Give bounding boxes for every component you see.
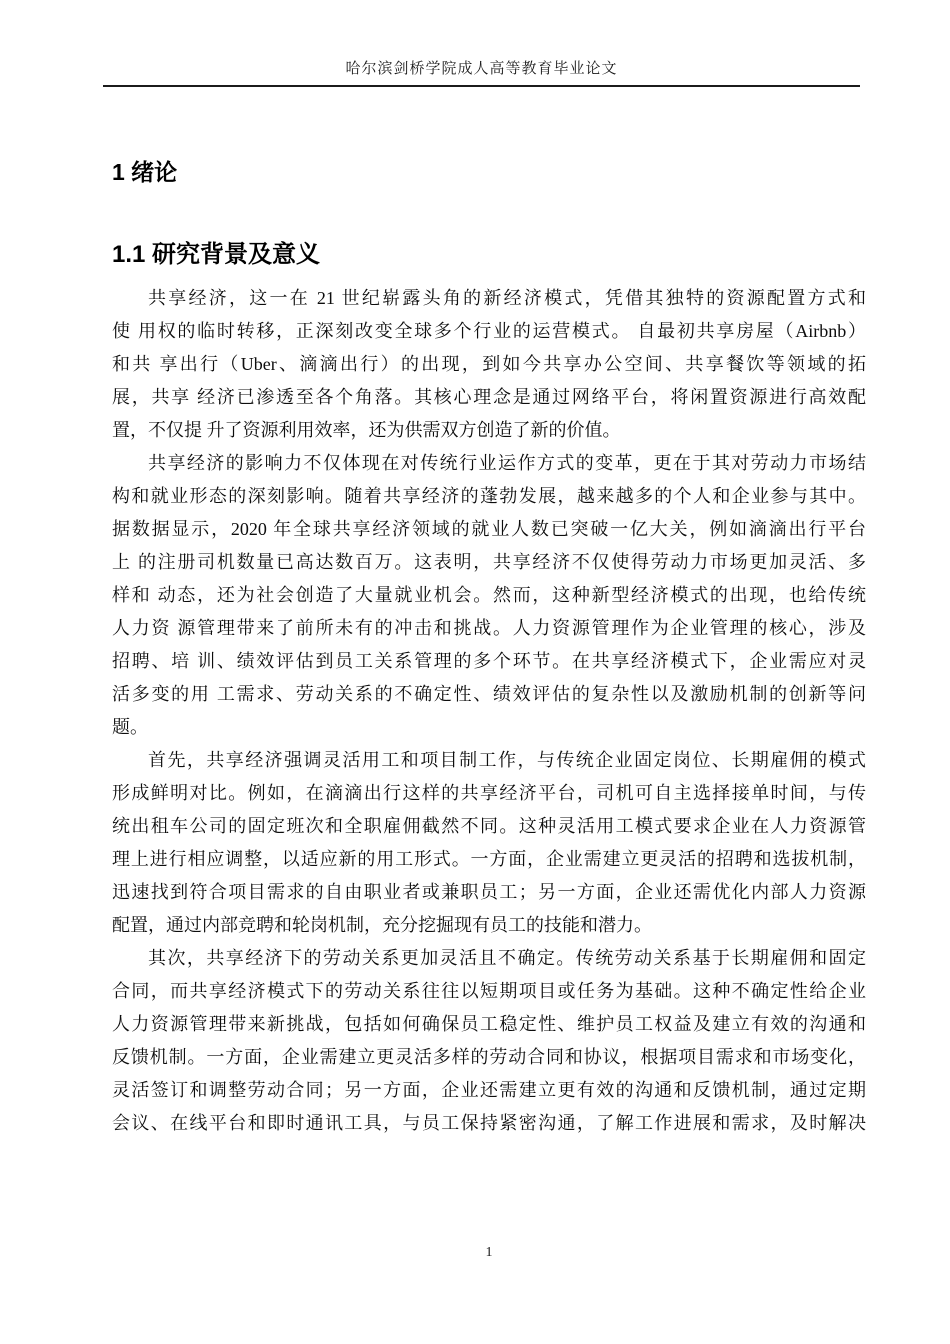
body-line: 招聘、培 训、绩效评估到员工关系管理的多个环节。在共享经济模式下，企业需应对灵: [112, 651, 866, 671]
page-header: [103, 58, 860, 87]
body-line: 和共 享出行（Uber、滴滴出行）的出现，到如今共享办公空间、共享餐饮等领域的拓: [112, 354, 866, 374]
body-line: 灵活签订和调整劳动合同；另一方面，企业还需建立更有效的沟通和反馈机制，通过定期: [112, 1080, 866, 1100]
paragraph: [112, 942, 866, 1140]
body-line: 据数据显示，2020 年全球共享经济领域的就业人数已突破一亿大关，例如滴滴出行平台: [112, 519, 866, 539]
body-line: 人力资 源管理带来了前所未有的冲击和挑战。人力资源管理作为企业管理的核心，涉及: [112, 618, 866, 638]
body-line: 迅速找到符合项目需求的自由职业者或兼职员工；另一方面，企业还需优化内部人力资源: [112, 882, 866, 902]
body-line: 统出租车公司的固定班次和全职雇佣截然不同。这种灵活用工模式要求企业在人力资源管: [112, 816, 866, 836]
body-line: 形成鲜明对比。例如，在滴滴出行这样的共享经济平台，司机可自主选择接单时间，与传: [112, 783, 866, 803]
body-line: 题。: [112, 717, 148, 737]
paragraph: [112, 282, 866, 447]
body-line: 上 的注册司机数量已高达数百万。这表明，共享经济不仅使得劳动力市场更加灵活、多: [112, 552, 866, 572]
body-line: 共享经济，这一在 21 世纪崭露头角的新经济模式，凭借其独特的资源配置方式和: [148, 288, 866, 308]
body-line: 展，共享 经济已渗透至各个角落。其核心理念是通过网络平台，将闲置资源进行高效配: [112, 387, 866, 407]
page-footer: [112, 1243, 866, 1263]
body-line: 其次，共享经济下的劳动关系更加灵活且不确定。传统劳动关系基于长期雇佣和固定: [148, 948, 866, 968]
body-line: 理上进行相应调整，以适应新的用工形式。一方面，企业需建立更灵活的招聘和选拔机制，: [112, 849, 866, 869]
header-rule: [103, 85, 860, 87]
body-line: 置，不仅提 升了资源利用效率，还为供需双方创造了新的价值。: [112, 420, 621, 440]
body-line: 首先，共享经济强调灵活用工和项目制工作，与传统企业固定岗位、长期雇佣的模式: [148, 750, 866, 770]
body-text: [112, 282, 866, 1140]
header-title: 哈尔滨剑桥学院成人高等教育毕业论文: [345, 61, 618, 77]
body-line: 合同，而共享经济模式下的劳动关系往往以短期项目或任务为基础。这种不确定性给企业: [112, 981, 866, 1001]
paragraph: [112, 744, 866, 942]
body-line: 活多变的用 工需求、劳动关系的不确定性、绩效评估的复杂性以及激励机制的创新等问: [112, 684, 866, 704]
body-line: 人力资源管理带来新挑战，包括如何确保员工稳定性、维护员工权益及建立有效的沟通和: [112, 1014, 866, 1034]
body-line: 样和 动态，还为社会创造了大量就业机会。然而，这种新型经济模式的出现，也给传统: [112, 585, 866, 605]
body-line: 会议、在线平台和即时通讯工具，与员工保持紧密沟通，了解工作进展和需求，及时解决: [112, 1113, 866, 1133]
section-heading: 1.1 研究背景及意义: [112, 241, 321, 268]
body-line: 配置，通过内部竞聘和轮岗机制，充分挖掘现有员工的技能和潜力。: [112, 915, 652, 935]
paragraph: [112, 447, 866, 744]
body-line: 构和就业形态的深刻影响。随着共享经济的蓬勃发展，越来越多的个人和企业参与其中。: [112, 486, 866, 506]
body-line: 反馈机制。一方面，企业需建立更灵活多样的劳动合同和协议，根据项目需求和市场变化，: [112, 1047, 866, 1067]
chapter-heading: 1 绪论: [112, 159, 178, 185]
body-line: 共享经济的影响力不仅体现在对传统行业运作方式的变革，更在于其对劳动力市场结: [148, 453, 866, 473]
body-line: 使 用权的临时转移，正深刻改变全球多个行业的运营模式。 自最初共享房屋（Airbnb）: [112, 321, 866, 341]
page-number: 1: [485, 1245, 493, 1260]
